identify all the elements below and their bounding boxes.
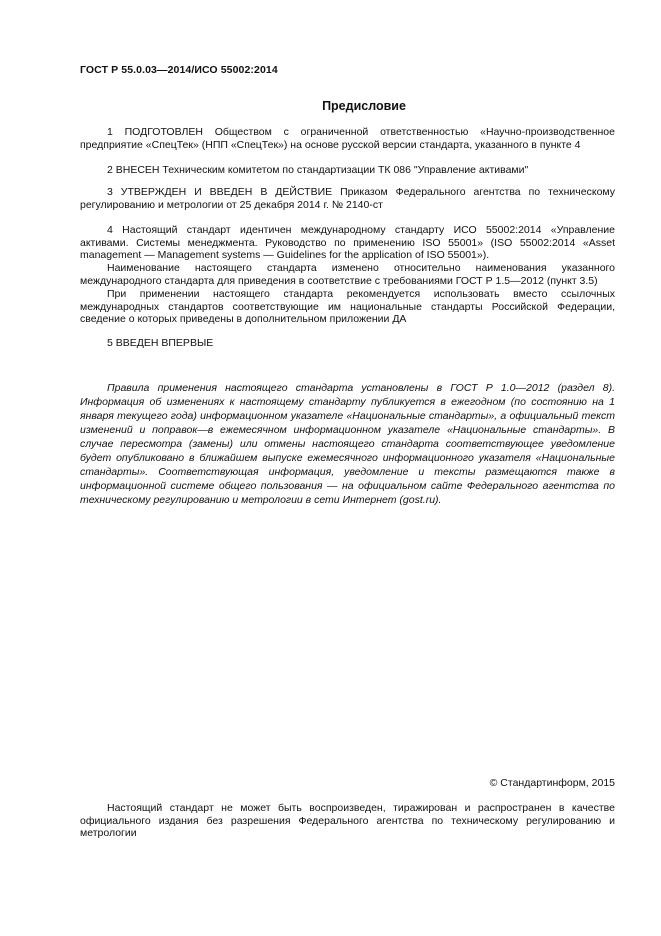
item-5-paragraph: 5 ВВЕДЕН ВПЕРВЫЕ bbox=[107, 337, 214, 349]
item-2-paragraph: 2 ВНЕСЕН Техническим комитетом по стандартизации ТК 086 "Управление активами" bbox=[107, 164, 529, 176]
page-title: Предисловие bbox=[322, 99, 406, 113]
reproduction-restriction-notice: Настоящий стандарт не может быть воспроизведен, тиражирован и распространен в качестве официального издания без разрешения Федерального агентства по техническому регулированию и метрологии bbox=[80, 802, 615, 840]
item-3-paragraph: 3 УТВЕРЖДЕН И ВВЕДЕН В ДЕЙСТВИЕ Приказом Федерального агентства по техническому регулированию и метрологии от 25 декабря 2014 г. № 2140-ст bbox=[80, 186, 615, 211]
item-4-usage-note-paragraph: При применении настоящего стандарта рекомендуется использовать вместо ссылочных международных стандартов соответствующие им национальные стандарты Российской Федерации, сведение о которых приведены в дополнительном приложении ДА bbox=[80, 288, 615, 326]
item-4-name-note-paragraph: Наименование настоящего стандарта изменено относительно наименования указанного международного стандарта для приведения в соответствие с требованиями ГОСТ Р 1.5—2012 (пункт 3.5) bbox=[80, 262, 615, 287]
item-1-paragraph: 1 ПОДГОТОВЛЕН Обществом с ограниченной ответственностью «Научно-производственное предприятие «СпецТек» (НПП «СпецТек») на основе русской версии стандарта, указанного в пункте 4 bbox=[80, 126, 615, 151]
document-header-code: ГОСТ Р 55.0.03—2014/ИСО 55002:2014 bbox=[80, 64, 278, 76]
application-rules-notice: Правила применения настоящего стандарта установлены в ГОСТ Р 1.0—2012 (раздел 8). Информация об изменениях к настоящему стандарту публикуется в ежегодном (по состоянию на 1 января текущего года) информационном указателе «Национальные стандарты», а официальный текст изменений и поправок—в ежемесячном информационном указателе «Национальные стандарты». В случае пересмотра (замены) или отмены настоящего стандарта соответствующее уведомление будет опубликовано в ближайшем выпуске ежемесячного информационного указателя «Национальные стандарты». Соответствующая информация, уведомление и тексты размещаются также в информационной системе общего пользования — на официальном сайте Федерального агентства по техническому регулированию и метрологии в сети Интернет (gost.ru). bbox=[80, 382, 615, 506]
copyright-notice: © Стандартинформ, 2015 bbox=[489, 777, 615, 789]
item-4-paragraph: 4 Настоящий стандарт идентичен международному стандарту ИСО 55002:2014 «Управление активами. Системы менеджмента. Руководство по применению ISO 55001» (ISO 55002:2014 «Asset management — Management systems — Guidelines for the application of ISO 55001»). bbox=[80, 224, 615, 262]
